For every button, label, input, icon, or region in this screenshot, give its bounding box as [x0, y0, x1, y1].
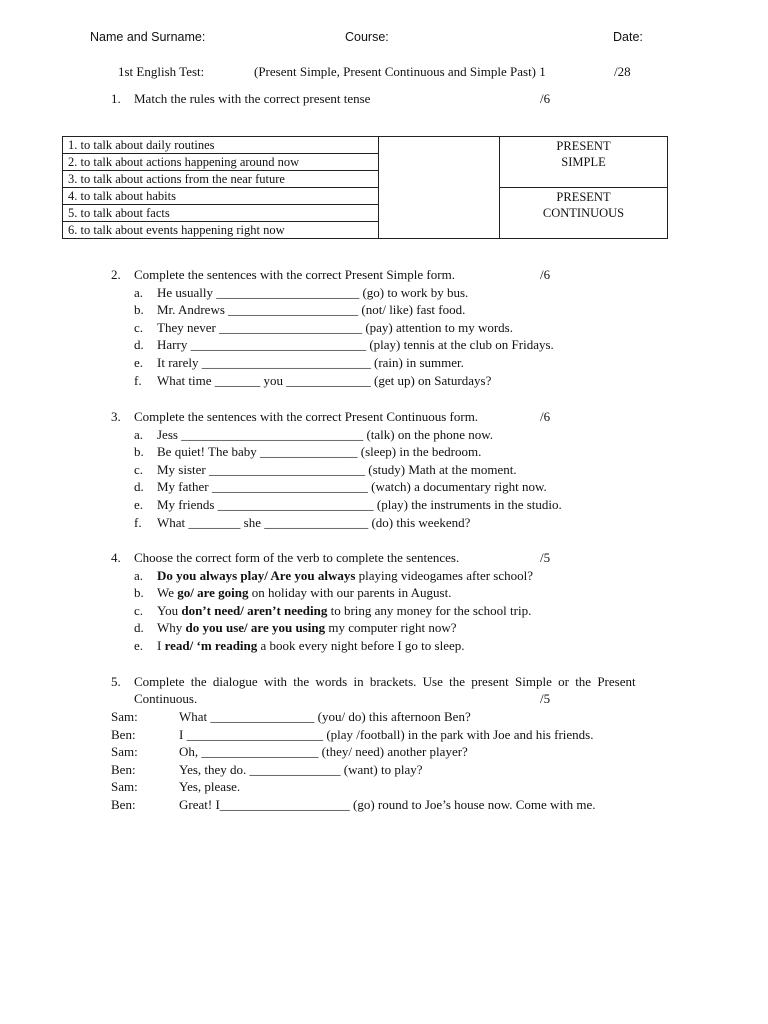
item-letter: c. [134, 603, 144, 618]
q3-score: /6 [540, 409, 551, 424]
speaker-label: Ben: [111, 797, 136, 812]
q5-score: /5 [540, 691, 551, 706]
item-letter: d. [134, 337, 144, 352]
q2-number: 2. [111, 267, 121, 282]
item-letter: e. [134, 355, 144, 370]
q5-instruction-line2: Continuous. [134, 691, 198, 706]
item-post: my computer right now? [325, 620, 457, 635]
date-label: Date: [613, 30, 643, 44]
item-text: What time _______ you _____________ (get up) on Saturdays? [157, 373, 492, 388]
tense-a-line2: SIMPLE [561, 155, 606, 169]
rule-item: 4. to talk about habits [63, 188, 379, 205]
dialogue-text: I _____________________ (play /football) in the park with Joe and his friends. [179, 727, 594, 742]
rules-matching-table [62, 136, 668, 239]
tense-a-line1: PRESENT [556, 139, 611, 153]
item-letter: f. [134, 515, 142, 530]
item-letter: c. [134, 462, 144, 477]
item-text [157, 584, 451, 601]
tense-b-line2: CONTINUOUS [542, 206, 625, 220]
test-topics: (Present Simple, Present Continuous and Simple Past) 1 [254, 64, 546, 79]
tense-present-continuous [500, 188, 668, 239]
q1-instruction: Match the rules with the correct present tense [134, 91, 371, 106]
q3-number: 3. [111, 409, 121, 424]
item-text: My sister ________________________ (study) Math at the moment. [157, 462, 517, 477]
q1-number: 1. [111, 91, 121, 106]
dialogue-text: Great! I____________________ (go) round to Joe’s house now. Come with me. [179, 797, 596, 812]
name-surname-label: Name and Surname: [90, 30, 206, 44]
item-post: a book every night before I go to sleep. [257, 638, 465, 653]
verb-options: don’t need/ aren’t needing [181, 603, 328, 618]
tense-present-simple [500, 137, 668, 188]
rule-item: 6. to talk about events happening right now [63, 222, 379, 239]
item-text: They never ______________________ (pay) attention to my words. [157, 320, 513, 335]
verb-options: go/ are going [177, 585, 249, 600]
dialogue-text: Oh, __________________ (they/ need) another player? [179, 744, 468, 759]
item-text: Harry ___________________________ (play) tennis at the club on Fridays. [157, 337, 554, 352]
item-text: What ________ she ________________ (do) this weekend? [157, 515, 471, 530]
q5-number: 5. [111, 674, 121, 689]
match-blank-column [379, 137, 500, 239]
item-letter: a. [134, 427, 144, 442]
item-post: to bring any money for the school trip. [327, 603, 532, 618]
item-letter: b. [134, 585, 144, 600]
item-letter: b. [134, 444, 144, 459]
item-text: He usually ______________________ (go) to work by bus. [157, 285, 469, 300]
test-title: 1st English Test: [118, 64, 205, 79]
speaker-label: Ben: [111, 762, 136, 777]
item-pre: I [157, 638, 165, 653]
item-text: It rarely __________________________ (rain) in summer. [157, 355, 464, 370]
item-letter: f. [134, 373, 142, 388]
speaker-label: Ben: [111, 727, 136, 742]
dialogue-text: Yes, they do. ______________ (want) to play? [179, 762, 423, 777]
dialogue-text: What ________________ (you/ do) this afternoon Ben? [179, 709, 471, 724]
item-post: playing videogames after school? [355, 568, 534, 583]
item-text: My father ________________________ (watch) a documentary right now. [157, 479, 547, 494]
speaker-label: Sam: [111, 779, 138, 794]
speaker-label: Sam: [111, 744, 138, 759]
item-text: Jess ____________________________ (talk) on the phone now. [157, 427, 494, 442]
item-letter: e. [134, 638, 144, 653]
item-text [157, 619, 457, 636]
verb-options: Do you always play/ Are you always [157, 568, 356, 583]
item-pre: Why [157, 620, 186, 635]
verb-options: read/ ‘m reading [164, 638, 258, 653]
q3-instruction: Complete the sentences with the correct Present Continuous form. [134, 409, 479, 424]
item-text [157, 602, 531, 619]
item-text [157, 637, 465, 654]
q4-score: /5 [540, 550, 551, 565]
q4-instruction: Choose the correct form of the verb to complete the sentences. [134, 550, 460, 565]
q4-number: 4. [111, 550, 121, 565]
q2-instruction: Complete the sentences with the correct Present Simple form. [134, 267, 455, 282]
item-letter: a. [134, 285, 144, 300]
q5-instruction-line1 [134, 673, 660, 690]
item-letter: d. [134, 620, 144, 635]
item-letter: d. [134, 479, 144, 494]
item-post: on holiday with our parents in August. [248, 585, 452, 600]
speaker-label: Sam: [111, 709, 138, 724]
item-text: Mr. Andrews ____________________ (not/ like) fast food. [157, 302, 466, 317]
q5-instruction-text: Complete the dialogue with the words in brackets. Use the present Simple or the Present [134, 674, 636, 689]
item-text [157, 567, 533, 584]
item-text: My friends ________________________ (play) the instruments in the studio. [157, 497, 562, 512]
item-letter: c. [134, 320, 144, 335]
item-letter: a. [134, 568, 144, 583]
item-letter: b. [134, 302, 144, 317]
rule-item: 5. to talk about facts [63, 205, 379, 222]
q1-score: /6 [540, 91, 551, 106]
rule-item: 1. to talk about daily routines [63, 137, 379, 154]
verb-options: do you use/ are you using [185, 620, 326, 635]
item-pre: We [157, 585, 178, 600]
rule-item: 2. to talk about actions happening around now [63, 154, 379, 171]
test-total-score: /28 [614, 64, 631, 79]
course-label: Course: [345, 30, 389, 44]
dialogue-text: Yes, please. [179, 779, 241, 794]
item-pre: You [157, 603, 182, 618]
item-text: Be quiet! The baby _______________ (sleep) in the bedroom. [157, 444, 482, 459]
tense-b-line1: PRESENT [556, 190, 611, 204]
rule-item: 3. to talk about actions from the near future [63, 171, 379, 188]
q2-score: /6 [540, 267, 551, 282]
item-letter: e. [134, 497, 144, 512]
